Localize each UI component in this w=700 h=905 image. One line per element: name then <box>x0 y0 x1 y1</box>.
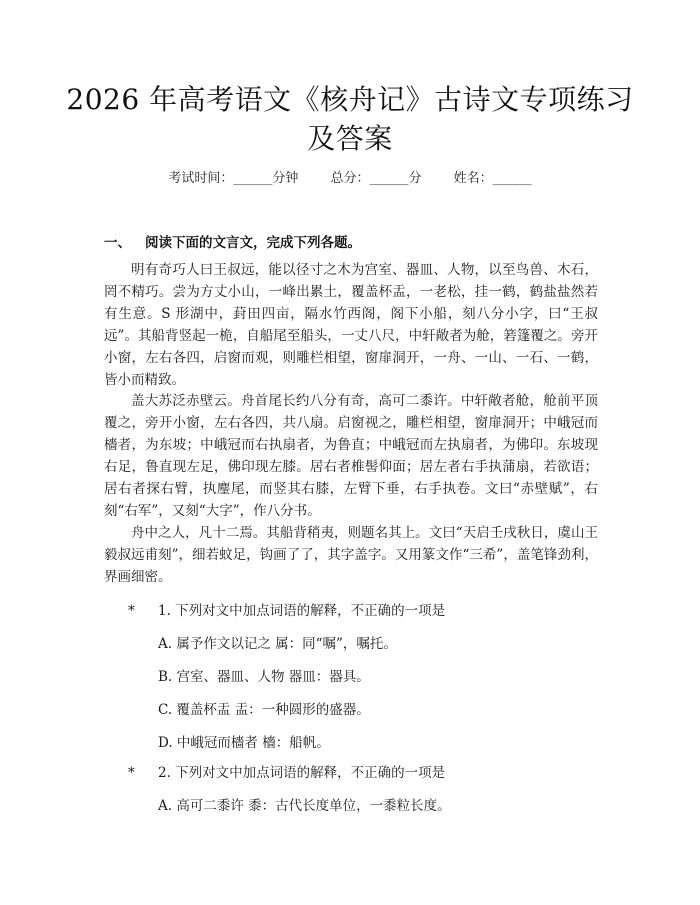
question-marker: * <box>128 603 135 619</box>
passage-paragraph-1: 明有奇巧人曰王叔远，能以径寸之木为宫室、器皿、人物，以至鸟兽、木石，罔不精巧。尝为方丈小山，一峰出累土，覆盖杯盂，一老松，挂一鹤，鹤盐盐然若有生意。S 形湖中，葑田四亩，隔水竹西阁，阁下小船，刻八分小字，曰“王叔远”。其船背竖起一桅，自船尾至船头，一丈八尺，中轩敞者为舱，箬篷覆之。旁开小窗，左右各四，启窗而观，则雕栏相望，窗扉洞开，一舟、一山、一石、一鹤，皆小而精致。 <box>104 262 598 388</box>
student-name-field: 姓名：______ <box>453 171 532 186</box>
exam-info-line <box>0 167 700 186</box>
question-1-option-c: C. 覆盖杯盂 盂：一种圆形的盛器。 <box>158 702 370 718</box>
question-marker: * <box>128 765 135 781</box>
question-1-option-a: A. 属予作文以记之 属：同“嘱”，嘱托。 <box>158 636 397 652</box>
question-1-option-d: D. 中峨冠而檣者 檣：船帆。 <box>158 735 330 751</box>
exam-time-field: 考试时间：______分钟 <box>168 171 299 186</box>
question-1-text: 1. 下列对文中加点词语的解释，不正确的一项是 <box>158 603 446 619</box>
section-heading-text: 阅读下面的文言文，完成下列各题。 <box>145 235 361 251</box>
section-number: 一、 <box>104 235 131 251</box>
document-title: 2026 年高考语文《核舟记》古诗文专项练习 <box>66 83 634 116</box>
total-score-field: 总分：______分 <box>330 171 422 186</box>
document-title-continued: 及答案 <box>307 122 393 155</box>
question-2-option-a: A. 高可二黍许 黍：古代长度单位，一黍粒长度。 <box>158 798 451 814</box>
section-heading <box>104 231 361 251</box>
question-1-option-b: B. 宫室、器皿、人物 器皿：器具。 <box>158 669 370 685</box>
passage-paragraph-2: 盖大苏泛赤壁云。舟首尾长约八分有奇，高可二黍许。中轩敞者舱，舱前平顶覆之，旁开小窗，左右各四，共八扇。启窗视之，雕栏相望，窗扉洞开；中峨冠而檣者，为东坡；中峨冠而右执扇者，为鲁直；中峨冠而左执扇者，为佛印。东坡现右足，鲁直现左足，佛印现左膝。居右者椎髻仰面；居左者右手执蒲扇，若欲语；居右者探右臂，执麈尾，而竖其右膝，左臂下垂，右手执卷。文曰“赤壁赋”，右刻“右军”，又刻“大字”，作八分书。 <box>104 393 598 519</box>
passage-paragraph-3: 舟中之人，凡十二焉。其船背稍夷，则题名其上。文曰“天启壬戌秋日，虞山王毅叔远甫刻”，细若蚊足，钩画了了，其字盖字。又用篆文作“三希”，盖笔锋劲利，界画细密。 <box>104 525 598 585</box>
question-2-text: 2. 下列对文中加点词语的解释，不正确的一项是 <box>158 765 446 781</box>
